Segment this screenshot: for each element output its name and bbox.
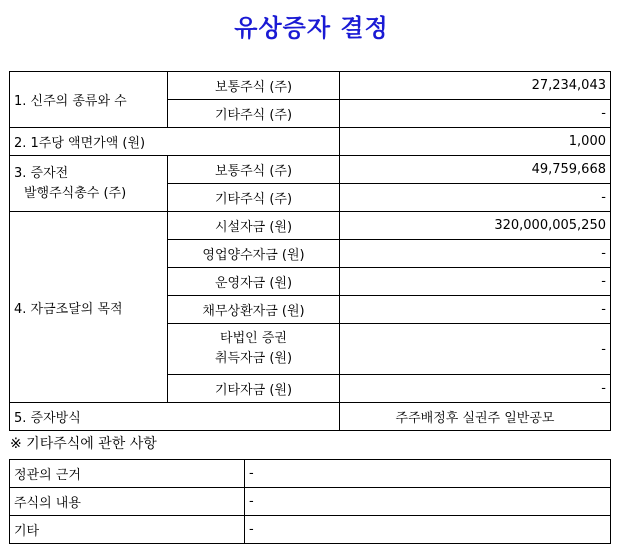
- table-row: [10, 212, 611, 240]
- sub-label: [168, 324, 340, 375]
- value-cell: -: [245, 460, 611, 488]
- sub-label: 보통주식 (주): [168, 72, 340, 100]
- sub-label-line: 타법인 증권: [220, 331, 287, 346]
- value-cell: -: [340, 184, 611, 212]
- main-table: [9, 71, 611, 431]
- row-label: 기타: [10, 516, 245, 544]
- value-cell: -: [340, 375, 611, 403]
- table-row: [10, 72, 611, 100]
- sub-label-line: 취득자금 (원): [214, 351, 293, 366]
- table-row: [10, 403, 611, 431]
- sub-label: 기타자금 (원): [168, 375, 340, 403]
- value-cell: -: [340, 240, 611, 268]
- value-cell: -: [340, 296, 611, 324]
- value-cell: -: [340, 324, 611, 375]
- value-cell: -: [245, 488, 611, 516]
- table-row: [10, 488, 611, 516]
- table-row: [10, 460, 611, 488]
- sub-label: 시설자금 (원): [168, 212, 340, 240]
- value-cell: 49,759,668: [340, 156, 611, 184]
- row-label: [10, 156, 168, 212]
- sub-label: 영업양수자금 (원): [168, 240, 340, 268]
- table-row: [10, 516, 611, 544]
- value-cell: 27,234,043: [340, 72, 611, 100]
- row-label: 4. 자금조달의 목적: [10, 212, 168, 403]
- row-label: 2. 1주당 액면가액 (원): [10, 128, 340, 156]
- sub-label: 기타주식 (주): [168, 100, 340, 128]
- value-cell: -: [245, 516, 611, 544]
- row-label: 1. 신주의 종류와 수: [10, 72, 168, 128]
- value-cell: 320,000,005,250: [340, 212, 611, 240]
- value-cell: -: [340, 268, 611, 296]
- sub-label: 기타주식 (주): [168, 184, 340, 212]
- row-label-line: 3. 증자전: [14, 165, 69, 181]
- sub-label: 보통주식 (주): [168, 156, 340, 184]
- sub-label: 운영자금 (원): [168, 268, 340, 296]
- page-title: 유상증자 결정: [234, 13, 389, 42]
- table-row: [10, 156, 611, 184]
- other-stock-table: [9, 459, 611, 544]
- row-label: 정관의 근거: [10, 460, 245, 488]
- note-heading: ※ 기타주식에 관한 사항: [10, 436, 157, 452]
- value-cell: -: [340, 100, 611, 128]
- row-label: 주식의 내용: [10, 488, 245, 516]
- value-cell: 주주배정후 실권주 일반공모: [340, 403, 611, 431]
- row-label-line: 발행주식총수 (주): [24, 185, 127, 201]
- sub-label: 채무상환자금 (원): [168, 296, 340, 324]
- value-cell: 1,000: [340, 128, 611, 156]
- row-label: 5. 증자방식: [10, 403, 340, 431]
- table-row: [10, 128, 611, 156]
